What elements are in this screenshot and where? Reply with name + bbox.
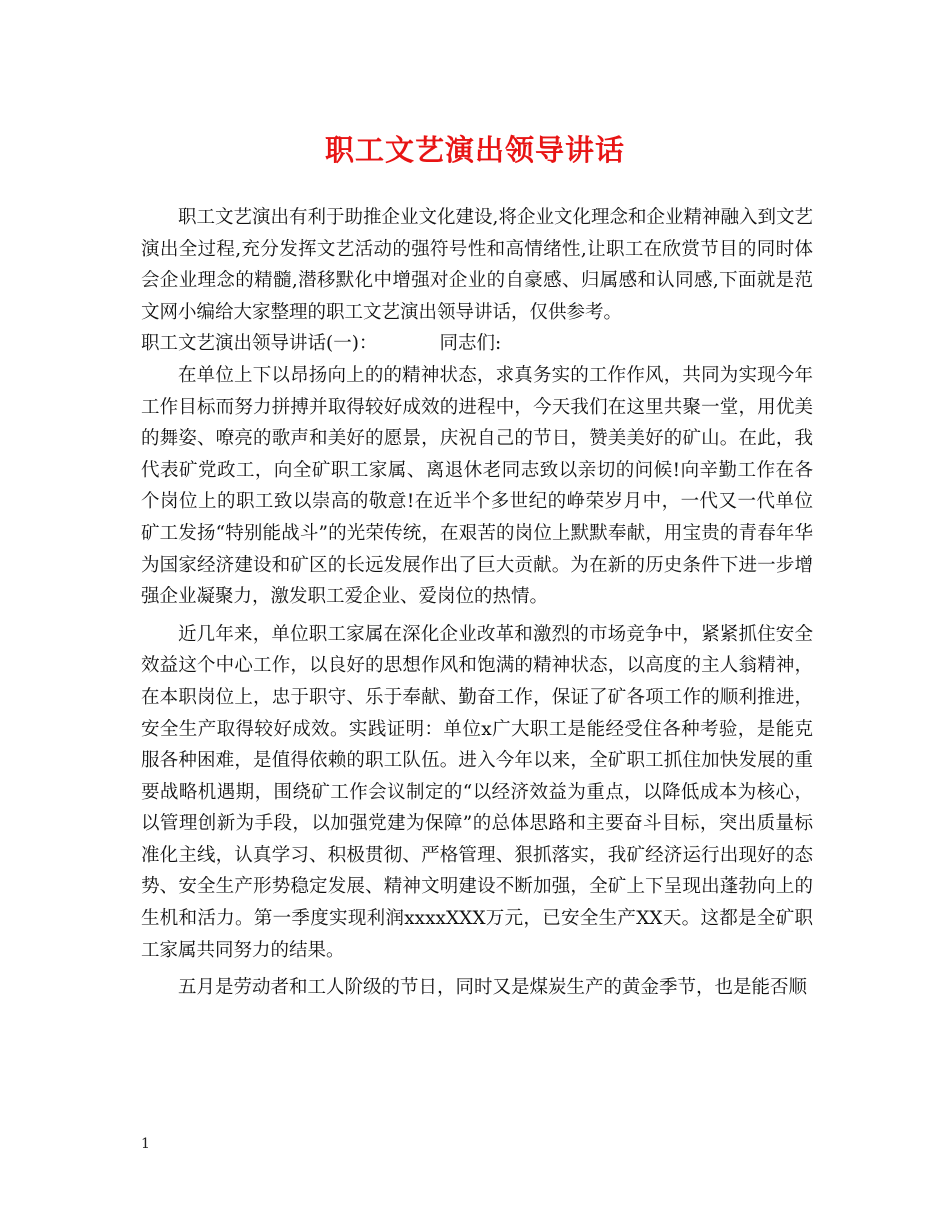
body-paragraph-3: 五月是劳动者和工人阶级的节日，同时又是煤炭生产的黄金季节，也是能否顺 [178, 977, 808, 999]
section-heading: 职工文艺演出领导讲话(一)： [141, 333, 378, 355]
body-paragraph-1: 在单位上下以昂扬向上的的精神状态，求真务实的工作作风，共同为实现今年工作目标而努力拼搏并取得较好成效的进程中，今天我们在这里共聚一堂，用优美的舞姿、嘹亮的歌声和美好的愿景，庆祝自己的节日，赞美美好的矿山。在此，我代表矿党政工，向全矿职工家属、离退休老同志致以亲切的问候!向辛勤工作在各个岗位上的职工致以崇高的敬意!在近半个多世纪的峥荣岁月中，一代又一代单位矿工发扬“特别能战斗”的光荣传统，在艰苦的岗位上默默奉献，用宝贵的青春年华为国家经济建设和矿区的长远发展作出了巨大贡献。为在新的历史条件下进一步增强企业凝聚力，激发职工爱企业、爱岗位的热情。 [141, 364, 813, 608]
document-title: 职工文艺演出领导讲话 [324, 133, 625, 167]
intro-paragraph: 职工文艺演出有利于助推企业文化建设,将企业文化理念和企业精神融入到文艺演出全过程,充分发挥文艺活动的强符号性和高情绪性,让职工在欣赏节目的同时体会企业理念的精髓,潜移默化中增强对企业的自豪感、归属感和认同感,下面就是范文网小编给大家整理的职工文艺演出领导讲话，仅供参考。 [141, 207, 813, 323]
body-paragraph-2: 近几年来，单位职工家属在深化企业改革和激烈的市场竞争中，紧紧抓住安全效益这个中心工作，以良好的思想作风和饱满的精神状态，以高度的主人翁精神，在本职岗位上，忠于职守、乐于奉献、勤奋工作，保证了矿各项工作的顺利推进，安全生产取得较好成效。实践证明：单位x广大职工是能经受住各种考验，是能克服各种困难，是值得依赖的职工队伍。进入今年以来，全矿职工抓住加快发展的重要战略机遇期，围绕矿工作会议制定的“以经济效益为重点，以降低成本为核心，以管理创新为手段，以加强党建为保障”的总体思路和主要奋斗目标，突出质量标准化主线，认真学习、积极贯彻、严格管理、狠抓落实，我矿经济运行出现好的态势、安全生产形势稳定发展、精神文明建设不断加强，全矿上下呈现出蓬勃向上的生机和活力。第一季度实现利润xxxxXXX万元，已安全生产XX天。这都是全矿职工家属共同努力的结果。 [141, 623, 813, 961]
document-body [141, 202, 813, 1004]
page-number: 1 [141, 1136, 150, 1152]
section-heading-line [141, 328, 813, 360]
salutation: 同志们: [439, 333, 502, 355]
